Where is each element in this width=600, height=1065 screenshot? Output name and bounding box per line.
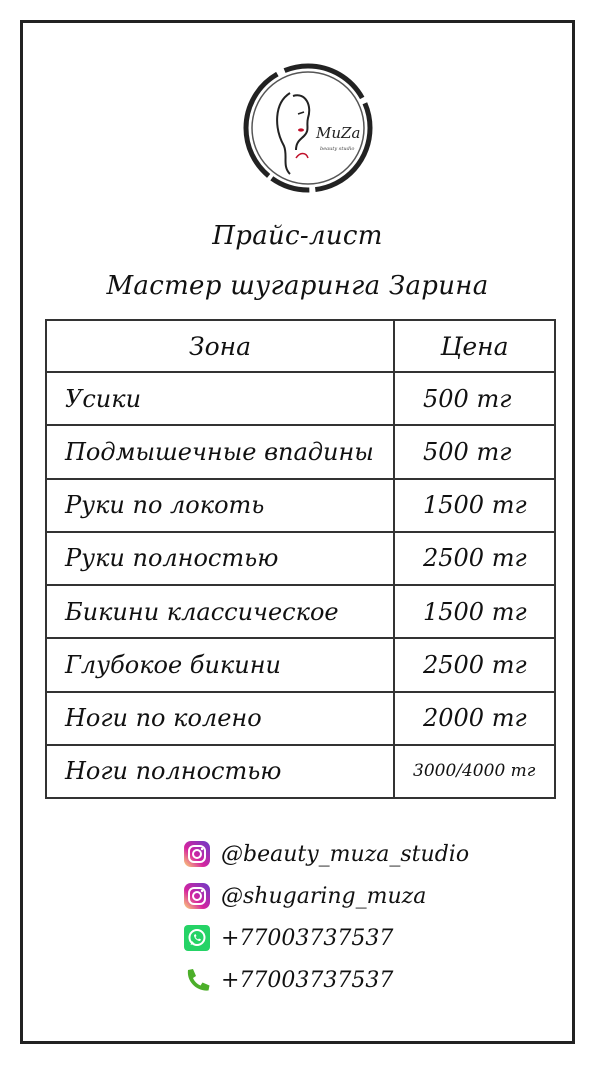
contact-text: +77003737537: [221, 967, 394, 993]
price-card: [20, 20, 575, 1044]
contact-text: +77003737537: [221, 925, 394, 951]
page-title: Прайс-лист: [212, 221, 383, 251]
instagram-link-studio[interactable]: [183, 833, 469, 875]
price-cell: 2500 тг: [394, 532, 555, 585]
whatsapp-icon: [183, 924, 211, 952]
table-row: [46, 638, 555, 691]
column-header-zone: Зона: [46, 320, 394, 372]
price-table: [45, 319, 556, 799]
zone-cell: Руки полностью: [46, 532, 394, 585]
phone-icon: [183, 966, 211, 994]
price-cell: 500 тг: [394, 372, 555, 425]
table-header-row: [46, 320, 555, 372]
table-row: [46, 425, 555, 478]
table-row: [46, 692, 555, 745]
zone-cell: Усики: [46, 372, 394, 425]
zone-cell: Ноги по колено: [46, 692, 394, 745]
column-header-price: Цена: [394, 320, 555, 372]
zone-cell: Бикини классическое: [46, 585, 394, 638]
table-row: [46, 532, 555, 585]
page-subtitle: Мастер шугаринга Зарина: [106, 271, 489, 301]
whatsapp-link[interactable]: [183, 917, 469, 959]
price-cell: 1500 тг: [394, 479, 555, 532]
zone-cell: Глубокое бикини: [46, 638, 394, 691]
table-row: [46, 479, 555, 532]
price-cell: 2000 тг: [394, 692, 555, 745]
logo-brand: MuZa: [316, 124, 361, 142]
instagram-icon: [183, 840, 211, 868]
zone-cell: Руки по локоть: [46, 479, 394, 532]
table-row: [46, 745, 555, 798]
price-cell: 1500 тг: [394, 585, 555, 638]
zone-cell: Подмышечные впадины: [46, 425, 394, 478]
zone-cell: Ноги полностью: [46, 745, 394, 798]
phone-link[interactable]: [183, 959, 469, 1001]
table-row: [46, 585, 555, 638]
muza-logo: [238, 58, 378, 198]
contacts-list: [183, 833, 469, 1001]
price-cell: 2500 тг: [394, 638, 555, 691]
contact-text: @beauty_muza_studio: [221, 841, 470, 867]
instagram-link-shugaring[interactable]: [183, 875, 469, 917]
instagram-icon: [183, 882, 211, 910]
logo-tagline: beauty studio: [320, 146, 355, 152]
table-row: [46, 372, 555, 425]
contact-text: @shugaring_muza: [221, 883, 427, 909]
price-cell: 3000/4000 тг: [394, 745, 555, 798]
price-cell: 500 тг: [394, 425, 555, 478]
